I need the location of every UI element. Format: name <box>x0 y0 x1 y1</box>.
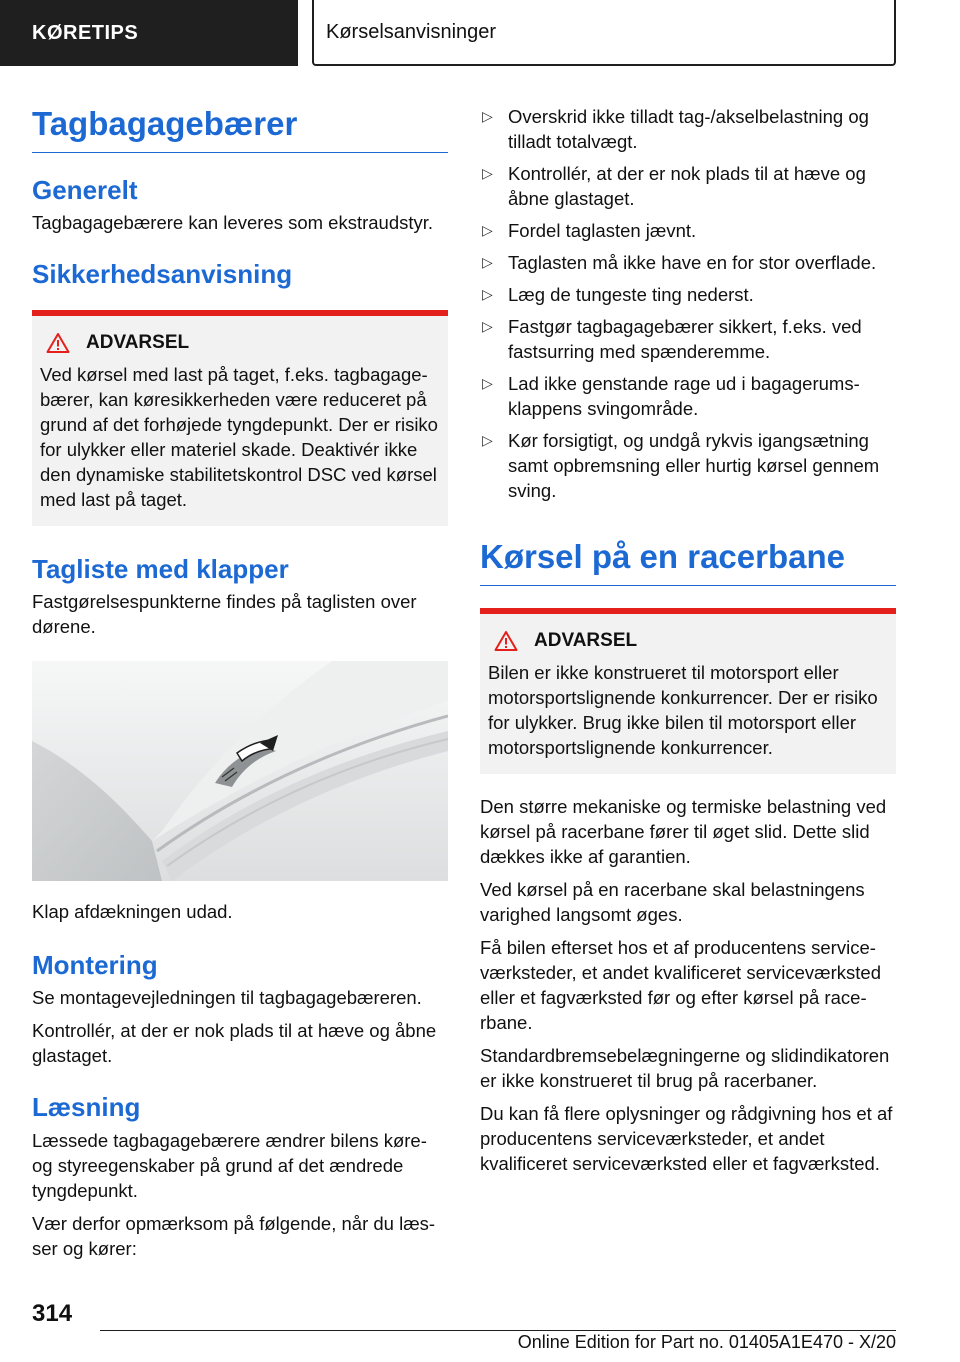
warning-box <box>32 310 448 526</box>
list-item: ▷ Fastgør tagbagagebærer sikkert, f.eks. ved fastsurring med spænderemme. <box>482 316 862 362</box>
triangle-right-icon: ▷ <box>482 222 493 238</box>
list-item: ▷ Overskrid ikke tilladt tag-/akselbelastning og tilladt totalvægt. <box>482 106 869 152</box>
warning-header <box>40 332 440 354</box>
heading-sikkerhed: Sikkerhedsanvisning <box>32 258 293 289</box>
warning-triangle-icon <box>494 630 518 652</box>
triangle-right-icon: ▷ <box>482 318 493 334</box>
warning-label: ADVARSEL <box>534 629 638 651</box>
text-tagliste: Fastgørelsespunkterne findes på taglisten over dørene. <box>32 591 417 638</box>
triangle-right-icon: ▷ <box>482 375 493 391</box>
page-title: Tagbagagebærer <box>32 104 448 153</box>
list-item: ▷ Læg de tungeste ting nederst. <box>482 284 754 305</box>
list-item: ▷ Kør forsigtigt, og undgå rykvis igangsætning samt opbremsning eller hurtig kørsel gennem sving. <box>482 430 880 501</box>
list-item: ▷ Lad ikke genstande rage ud i bagagerumsklappens svingområde. <box>482 373 860 419</box>
edition-text: Online Edition for Part no. 01405A1E470 - X/20 <box>517 1332 896 1352</box>
text-montering-2: Kontrollér, at der er nok plads til at hæve og åbne glastaget. <box>32 1020 437 1067</box>
text-racerbane-4: Standardbremsebelægningerne og slidindikatoren er ikke konstrueret til brug på racerbaner. <box>480 1044 890 1091</box>
footer-divider <box>100 1330 896 1331</box>
text-racerbane-3: Få bilen efterset hos et af producentens serviceværksteder, et andet kvalificeret serviceværksted eller et fagværksted før og efter kørsel på racerbane. <box>480 936 881 1033</box>
right-column <box>480 104 896 1184</box>
triangle-right-icon: ▷ <box>482 432 493 448</box>
warning-header <box>488 630 888 652</box>
heading-generelt: Generelt <box>32 174 138 205</box>
page-number: 314 <box>32 1300 73 1327</box>
text-montering-1: Se montagevejledningen til tagbagagebæreren. <box>32 987 422 1009</box>
triangle-right-icon: ▷ <box>482 286 493 302</box>
triangle-right-icon: ▷ <box>482 254 493 270</box>
section-title-racerbane: Kørsel på en racerbane <box>480 537 896 586</box>
text-generelt: Tagbagagebærere kan leveres som ekstraudstyr. <box>32 211 434 233</box>
section-tab: KØRETIPS <box>0 0 298 66</box>
triangle-right-icon: ▷ <box>482 165 493 181</box>
text-racerbane-2: Ved kørsel på en racerbane skal belastningens varighed langsomt øges. <box>480 878 865 925</box>
warning-text: Bilen er ikke konstrueret til motorsport eller motorsportslignende konkurrencer. Der er risiko for ulykker. Brug ikke bilen til motorsport eller motorsportslignende konkurrencer. <box>488 661 878 758</box>
list-item: ▷ Kontrollér, at der er nok plads til at hæve og åbne glastaget. <box>482 163 866 209</box>
warning-box <box>480 608 896 774</box>
photo-caption: Klap afdækningen udad. <box>32 901 233 923</box>
heading-montering: Montering <box>32 950 158 981</box>
roof-rail-illustration <box>32 661 448 881</box>
page-footer <box>0 1296 960 1362</box>
list-item: ▷ Fordel taglasten jævnt. <box>482 220 697 241</box>
roof-rail-photo <box>32 661 448 881</box>
text-laesning-2: Vær derfor opmærksom på følgende, når du læsser og kører: <box>32 1212 436 1259</box>
warning-text: Ved kørsel med last på taget, f.eks. tagbagagebærer, kan køresikkerheden være reduceret på grund af det forhøjede tyngdepunkt. Der er risiko for ulykker eller materiel skade. Deaktivér ikke den dynamiske stabilitetskontrol DSC ved kørsel med last på taget. <box>40 363 438 510</box>
page-header <box>0 0 960 66</box>
loading-tips-list <box>480 104 896 503</box>
text-racerbane-1: Den større mekaniske og termiske belastning ved kørsel på racerbane fører til øget slid. Dette slid dækkes ikke af garantien. <box>480 795 887 867</box>
triangle-right-icon: ▷ <box>482 108 493 124</box>
warning-label: ADVARSEL <box>86 331 190 353</box>
heading-tagliste: Tagliste med klapper <box>32 553 289 584</box>
left-column <box>32 104 448 1269</box>
heading-laesning: Læsning <box>32 1092 141 1123</box>
list-item: ▷ Taglasten må ikke have en for stor overflade. <box>482 252 877 273</box>
text-racerbane-5: Du kan få flere oplysninger og rådgivning hos et af producentens serviceværksteder, et andet kvalificeret serviceværksted eller et fagværksted. <box>480 1102 893 1174</box>
text-laesning-1: Læssede tagbagagebærere ændrer bilens køre- og styreegenskaber på grund af det ændrede tyngdepunkt. <box>32 1129 427 1201</box>
chapter-tab: Kørselsanvisninger <box>312 0 896 66</box>
warning-triangle-icon <box>46 332 70 354</box>
